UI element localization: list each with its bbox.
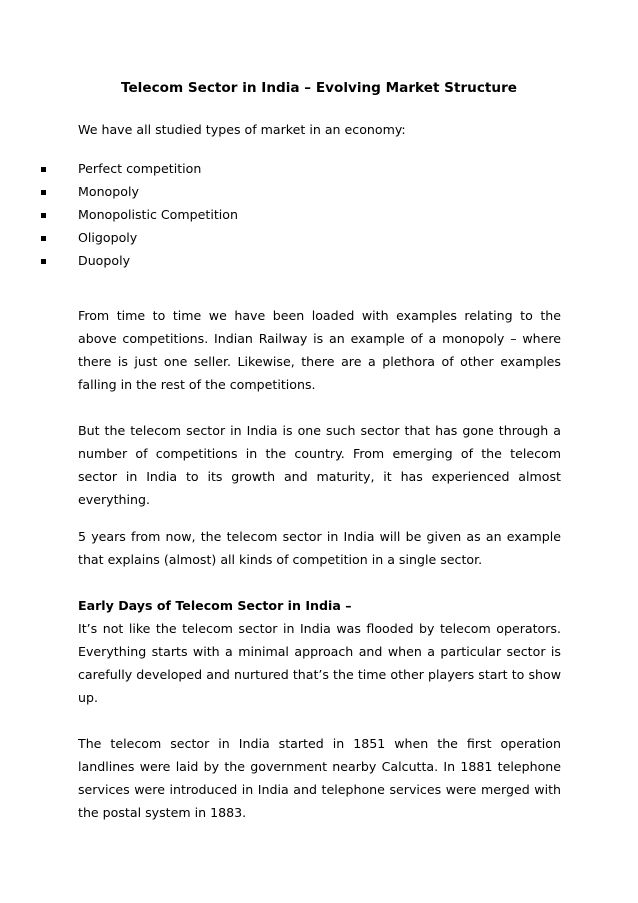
paragraph-history: The telecom sector in India started in 1851 when the first operation landlines were laid by the government nearby Calcutta. In 1881 telephone services were introduced in India and telephone services were merged with the postal system in 1883. <box>78 736 561 820</box>
list-item-label: Monopolistic Competition <box>78 207 238 222</box>
list-item-label: Duopoly <box>78 253 131 268</box>
list-item-label: Perfect competition <box>78 161 202 176</box>
list-item <box>0 251 238 274</box>
section-heading: Early Days of Telecom Sector in India – <box>78 598 352 613</box>
paragraph-early-days: It’s not like the telecom sector in India was flooded by telecom operators. Everything starts with a minimal approach and when a particular sector is carefully developed and nurtured that’s the time other players start to show up. <box>78 620 561 705</box>
list-item <box>0 228 238 251</box>
market-types-list <box>0 159 238 274</box>
paragraph-telecom-competitions: But the telecom sector in India is one such sector that has gone through a number of competitions in the country. From emerging of the telecom sector in India to its growth and maturity, it has experienced almost everything. <box>78 423 561 507</box>
list-item <box>0 205 238 228</box>
square-bullet-icon <box>41 213 46 218</box>
document-title: Telecom Sector in India – Evolving Market Structure <box>121 80 517 96</box>
list-item <box>0 182 238 205</box>
square-bullet-icon <box>41 190 46 195</box>
square-bullet-icon <box>41 236 46 241</box>
section-early-days <box>78 595 561 710</box>
list-item-label: Monopoly <box>78 184 139 199</box>
intro-text: We have all studied types of market in an economy: <box>78 122 406 137</box>
square-bullet-icon <box>41 259 46 264</box>
paragraph-examples: From time to time we have been loaded with examples relating to the above competitions. Indian Railway is an example of a monopoly – where there is just one seller. Likewise, there are a plethora of other examples falling in the rest of the competitions. <box>78 308 561 392</box>
square-bullet-icon <box>41 167 46 172</box>
list-item-label: Oligopoly <box>78 230 138 245</box>
list-item <box>0 159 238 182</box>
paragraph-future-example: 5 years from now, the telecom sector in India will be given as an example that explains (almost) all kinds of competition in a single sector. <box>78 529 561 567</box>
